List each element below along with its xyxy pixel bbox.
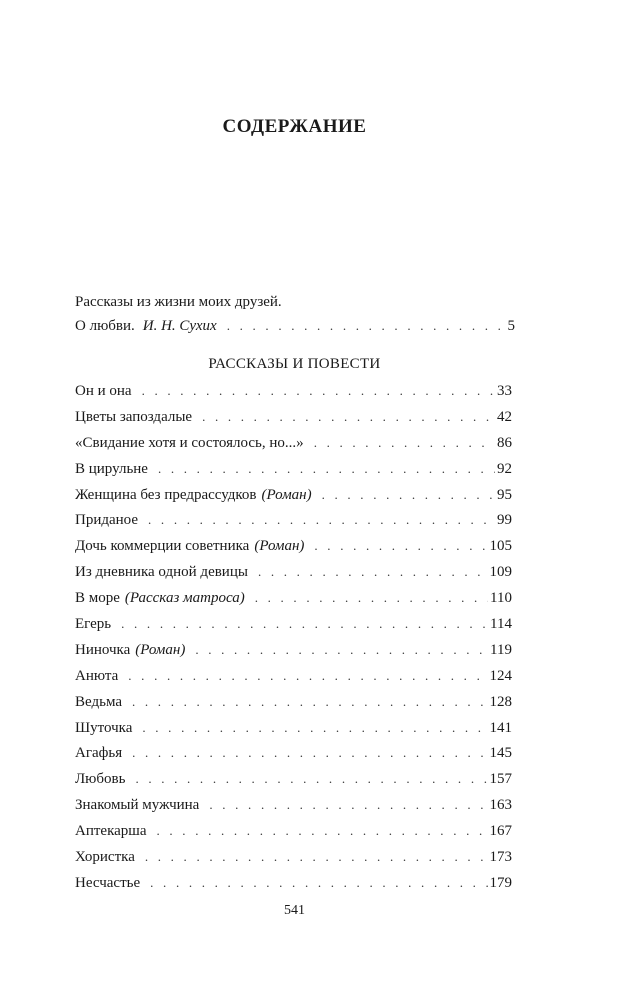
- intro-line-2: [75, 314, 515, 338]
- toc-entry: [75, 715, 512, 741]
- toc-entry-page: 105: [489, 538, 512, 555]
- toc-entry-page: 124: [489, 667, 512, 684]
- leader-dots: [132, 689, 488, 715]
- toc-entry: [75, 818, 512, 844]
- toc-entry-page: 179: [489, 874, 512, 891]
- leader-dots: [142, 378, 495, 404]
- toc-entry: [75, 637, 512, 663]
- leader-dots: [128, 663, 487, 689]
- leader-dots: [258, 559, 488, 585]
- toc-entry-note: (Рассказ матроса): [124, 590, 245, 607]
- intro-entry: [75, 290, 515, 338]
- toc-entry-page: 33: [497, 383, 512, 399]
- toc-entry-page: 163: [489, 797, 512, 814]
- intro-line-2-text: О любви.: [75, 318, 135, 334]
- toc-entry-page: 141: [489, 719, 512, 736]
- intro-page: 5: [507, 318, 515, 334]
- toc-entry: [75, 378, 512, 404]
- toc-entry-title: В цирульне: [75, 460, 148, 477]
- toc-entry: [75, 689, 512, 715]
- toc-entry-title: Ведьма: [75, 693, 122, 710]
- leader-dots: [145, 844, 488, 870]
- toc-entry-page: 157: [489, 771, 512, 788]
- toc-entry: [75, 844, 512, 870]
- leader-dots: [314, 533, 487, 559]
- toc-list: [75, 378, 512, 896]
- leader-dots: [322, 482, 495, 508]
- toc-entry: [75, 611, 512, 637]
- leader-dots: [148, 507, 495, 533]
- toc-entry: [75, 585, 512, 611]
- toc-entry: [75, 533, 512, 559]
- toc-entry-title: Дочь коммерции советника: [75, 538, 250, 555]
- leader-dots: [255, 585, 488, 611]
- leader-dots: [209, 792, 487, 818]
- toc-entry-title: «Свидание хотя и состоялось, но...»: [75, 434, 304, 451]
- intro-author: И. Н. Сухих: [142, 318, 217, 334]
- leader-dots: [202, 404, 495, 430]
- toc-entry: [75, 792, 512, 818]
- toc-entry-title: Несчастье: [75, 874, 141, 891]
- toc-entry-title: Ниночка: [75, 641, 131, 658]
- toc-entry-title: Женщина без предрассудков: [75, 486, 257, 503]
- toc-entry-title: Аптекарша: [75, 823, 147, 840]
- page-number: 541: [284, 903, 305, 918]
- toc-entry-page: 110: [490, 590, 512, 607]
- toc-entry-page: 92: [497, 460, 512, 477]
- toc-entry-title: Хористка: [75, 849, 135, 866]
- intro-line-1: Рассказы из жизни моих друзей.: [75, 294, 282, 310]
- toc-entry-page: 99: [497, 512, 512, 529]
- toc-entry: [75, 740, 512, 766]
- leader-dots: [314, 430, 495, 456]
- leader-dots: [157, 818, 488, 844]
- toc-entry-title: Он и она: [75, 383, 132, 399]
- toc-entry: [75, 482, 512, 508]
- toc-entry-page: 167: [489, 823, 512, 840]
- section-title: РАССКАЗЫ И ПОВЕСТИ: [208, 356, 381, 372]
- toc-entry-page: 109: [489, 564, 512, 581]
- toc-entry-page: 42: [497, 408, 512, 425]
- toc-entry-page: 95: [497, 486, 512, 503]
- toc-entry-page: 145: [489, 745, 512, 762]
- toc-entry-page: 86: [497, 434, 512, 451]
- toc-entry-page: 119: [490, 641, 512, 658]
- toc-entry: [75, 456, 512, 482]
- toc-entry: [75, 766, 512, 792]
- page-title: СОДЕРЖАНИЕ: [222, 116, 367, 137]
- toc-entry-note: (Роман): [254, 538, 305, 555]
- toc-entry-title: Приданое: [75, 512, 139, 529]
- toc-entry: [75, 404, 512, 430]
- leader-dots: [227, 314, 506, 338]
- toc-entry-title: Агафья: [75, 745, 123, 762]
- toc-entry-title: Шуточка: [75, 719, 133, 736]
- toc-entry-page: 114: [490, 616, 512, 633]
- toc-entry-title: Знакомый мужчина: [75, 797, 200, 814]
- toc-entry-title: Егерь: [75, 616, 112, 633]
- leader-dots: [135, 766, 487, 792]
- toc-entry: [75, 507, 512, 533]
- leader-dots: [132, 740, 487, 766]
- leader-dots: [121, 611, 488, 637]
- leader-dots: [158, 456, 495, 482]
- toc-entry: [75, 663, 512, 689]
- toc-entry-note: (Роман): [135, 641, 186, 658]
- leader-dots: [142, 715, 487, 741]
- leader-dots: [150, 870, 487, 896]
- toc-entry-title: Цветы запоздалые: [75, 408, 193, 425]
- toc-entry-page: 128: [489, 693, 512, 710]
- toc-entry-page: 173: [489, 849, 512, 866]
- leader-dots: [195, 637, 488, 663]
- toc-entry-title: Анюта: [75, 667, 119, 684]
- toc-entry: [75, 559, 512, 585]
- toc-entry-note: (Роман): [261, 486, 312, 503]
- toc-entry-title: Любовь: [75, 771, 126, 788]
- toc-entry: [75, 430, 512, 456]
- toc-entry-title: В море: [75, 590, 120, 607]
- toc-entry: [75, 870, 512, 896]
- toc-entry-title: Из дневника одной девицы: [75, 564, 248, 581]
